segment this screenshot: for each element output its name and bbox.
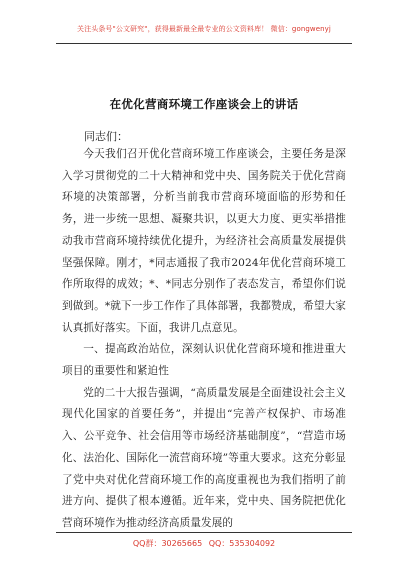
paragraph: 今天我们召开优化营商环境工作座谈会，主要任务是深入学习贯彻党的二十大精神和党中央、国务院关于优化营商环境的决策部署，分析当前我市营商环境面临的形势和任务，进一步统一思想、凝聚共识，以更大力度、更实举措推动我市营商环境持续优化提升，为经济社会高质量发展提供坚强保障。刚才，*同志通报了我市2024年优化营商环境工作所取得的成效；*、*同志分别作了表态发言，希望你们说到做到。*就下一步工作作了具体部署，我都赞成，希望大家认真抓好落实。下面，我讲几点意见。 bbox=[62, 148, 346, 334]
footer-divider bbox=[56, 532, 352, 533]
header-banner: 关注头条号"公文研究"，获得最新最全最专业的公文资料库！ 微信：gongwenyj bbox=[77, 25, 331, 33]
paragraph: 党的二十大报告强调，“高质量发展是全面建设社会主义现代化国家的首要任务”，并提出“完善产权保护、市场准入、公平竞争、社会信用等市场经济基础制度”，“营造市场化、法治化、国际化一流营商环境”等重大要求。这充分彰显了党中央对优化营商环境工作的高度重视也为我们指明了前进方向、提供了根本遵循。近年来，党中央、国务院把优化营商环境作为推动经济高质量发展的 bbox=[62, 386, 346, 529]
footer-qq: QQ：535304092 bbox=[208, 539, 276, 548]
footer-contact bbox=[0, 538, 408, 549]
footer-qq-group: QQ群：30265665 bbox=[132, 539, 203, 548]
document-body bbox=[62, 144, 346, 535]
salutation: 同志们： bbox=[84, 130, 128, 143]
header-divider bbox=[56, 43, 352, 44]
section-heading: 一、提高政治站位，深刻认识优化营商环境和推进重大项目的重要性和紧迫性 bbox=[62, 343, 346, 378]
document-title: 在优化营商环境工作座谈会上的讲话 bbox=[109, 97, 299, 111]
